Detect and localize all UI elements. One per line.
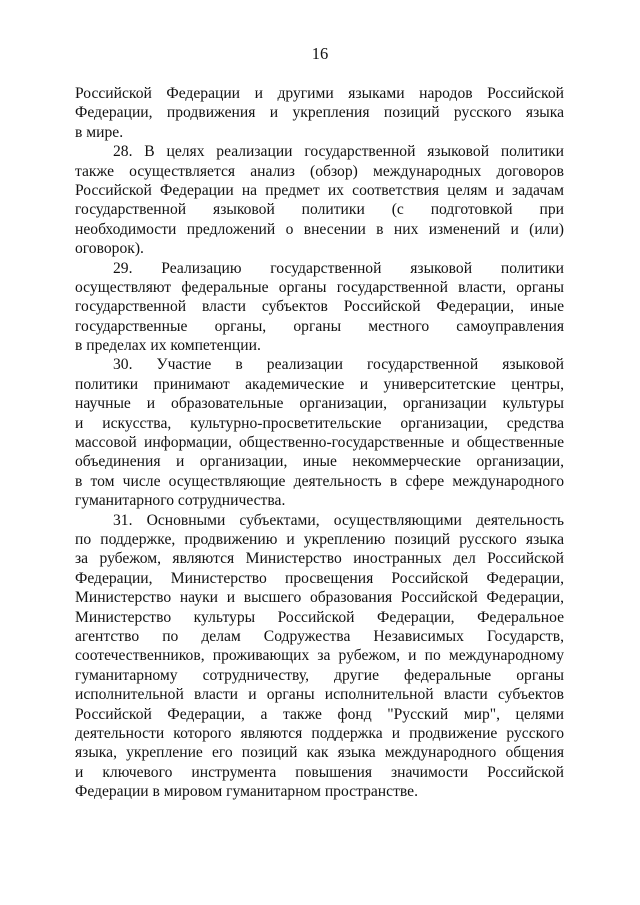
paragraph-line: 29. Реализацию государственной языковой политики (113, 259, 564, 277)
paragraph-line: государственной власти субъектов Российской Федерации, иные (75, 298, 564, 316)
paragraph-line: и ключевого инструмента повышения значимости Российской (75, 763, 564, 781)
paragraph-4 (75, 355, 564, 510)
paragraph-line: оговорок). (75, 240, 144, 258)
paragraph-line: исполнительной власти и органы исполнительной власти субъектов (75, 686, 564, 704)
paragraph-line: политики принимают академические и университетские центры, (75, 375, 564, 393)
paragraph-line: 28. В целях реализации государственной языковой политики (113, 143, 564, 161)
paragraph-line: гуманитарного сотрудничества. (75, 492, 286, 510)
paragraph-line: государственной языковой политики (с подготовкой при (75, 201, 564, 219)
paragraph-5 (75, 511, 564, 802)
paragraph-line: массовой информации, общественно-государственные и общественные (75, 434, 564, 452)
paragraph-line: в том числе осуществляющие деятельность в сфере международного (75, 472, 564, 490)
document-body (75, 84, 564, 801)
paragraph-line: также осуществляется анализ (обзор) международных договоров (75, 162, 564, 180)
paragraph-2 (75, 142, 564, 258)
paragraph-line: соотечественников, проживающих за рубежом, и по международному (75, 647, 564, 665)
paragraph-line: Министерство культуры Российской Федерации, Федеральное (75, 608, 564, 626)
paragraph-line: агентство по делам Содружества Независимых Государств, (75, 627, 564, 645)
paragraph-1 (75, 84, 564, 142)
paragraph-line: осуществляют федеральные органы государственной власти, органы (75, 278, 564, 296)
paragraph-line: 31. Основными субъектами, осуществляющими деятельность (113, 511, 564, 529)
paragraph-line: государственные органы, органы местного самоуправления (75, 317, 564, 335)
paragraph-line: в мире. (75, 123, 124, 141)
paragraph-line: Федерации в мировом гуманитарном пространстве. (75, 783, 418, 801)
paragraph-line: Российской Федерации и другими языками народов Российской (75, 85, 564, 102)
paragraph-line: научные и образовательные организации, организации культуры (75, 395, 564, 413)
paragraph-line: Федерации, Министерство просвещения Российской Федерации, (75, 569, 564, 587)
paragraph-line: деятельности которого являются поддержка и продвижение русского (75, 724, 564, 742)
paragraph-line: необходимости предложений о внесении в них изменений и (или) (75, 220, 564, 238)
paragraph-line: и искусства, культурно-просветительские организации, средства (75, 414, 564, 432)
paragraph-line: Российской Федерации, а также фонд "Русский мир", целями (75, 705, 564, 723)
paragraph-line: за рубежом, являются Министерство иностранных дел Российской (75, 550, 564, 568)
paragraph-3 (75, 259, 564, 356)
paragraph-line: Федерации, продвижения и укрепления позиций русского языка (75, 104, 564, 122)
paragraph-line: в пределах их компетенции. (75, 337, 261, 355)
page-number: 16 (311, 44, 329, 63)
paragraph-line: Российской Федерации на предмет их соответствия целям и задачам (75, 181, 564, 199)
paragraph-line: по поддержке, продвижению и укреплению позиций русского языка (75, 530, 564, 548)
paragraph-line: 30. Участие в реализации государственной языковой (113, 356, 564, 374)
paragraph-line: гуманитарному сотрудничеству, другие федеральные органы (75, 666, 564, 684)
paragraph-line: объединения и организации, иные некоммерческие организации, (75, 453, 564, 471)
paragraph-line: языка, укрепление его позиций как языка международного общения (75, 744, 564, 762)
paragraph-line: Министерство науки и высшего образования Российской Федерации, (75, 589, 564, 607)
